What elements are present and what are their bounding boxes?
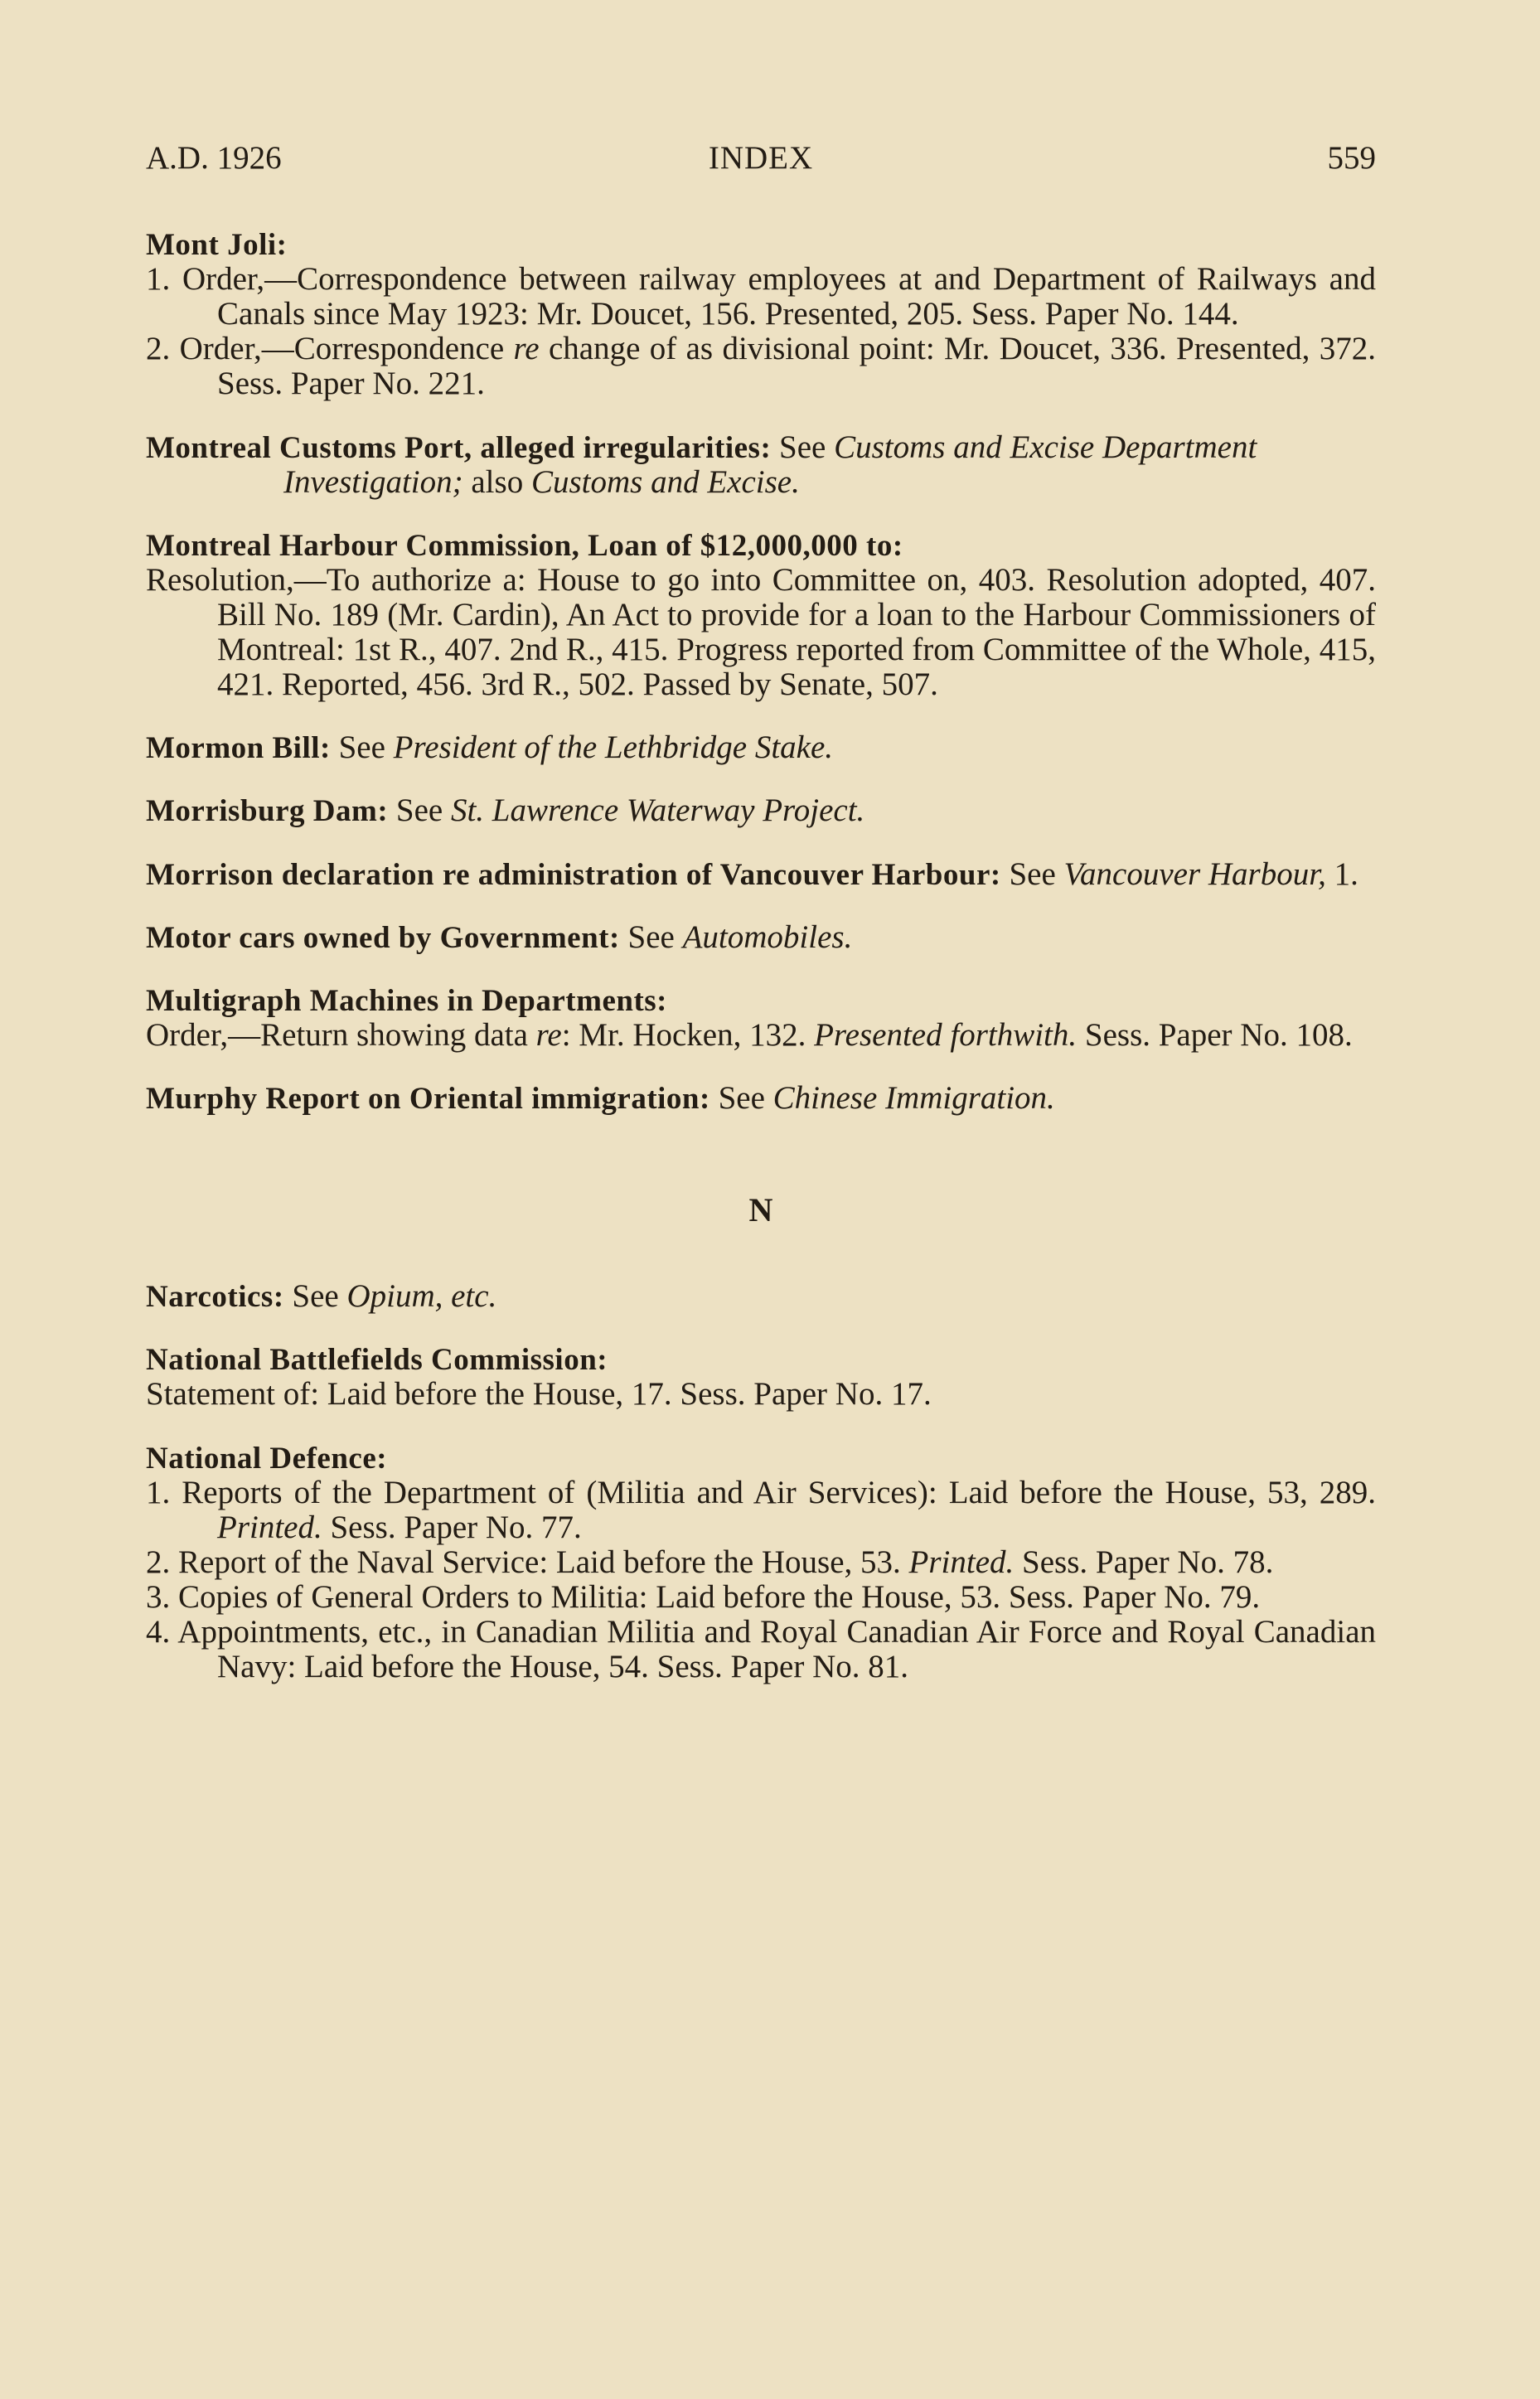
entry-narcotics: Narcotics: See Opium, etc. xyxy=(146,1278,497,1315)
entry-national-defence xyxy=(146,1441,1376,1685)
entry-heading: Morrison declaration re administration of Vancouver Harbour: xyxy=(146,857,1001,892)
cross-reference: Automobiles. xyxy=(682,918,853,955)
entry-mormon-bill: Mormon Bill: See President of the Lethbridge Stake. xyxy=(146,729,834,766)
entry-montreal-customs: Montreal Customs Port, alleged irregularities: See Customs and Excise Department Investigation; also Customs and Excise. xyxy=(146,429,1257,500)
section-letter: N xyxy=(748,1191,773,1229)
year-label: A.D. 1926 xyxy=(146,140,282,176)
cross-reference: Vancouver Harbour, xyxy=(1063,855,1326,892)
cross-reference: Customs and Excise Department Investigation; xyxy=(283,429,1257,500)
sub-item: 1. Order,—Correspondence between railway employees at and Department of Railways and Canals since May 1923: Mr. Doucet, 156. Presented, 205. Sess. Paper No. 144. xyxy=(146,261,1376,332)
sub-item: 1. Reports of the Department of (Militia and Air Services): Laid before the House, 53, 289. Printed. Sess. Paper No. 77. xyxy=(146,1474,1376,1545)
cross-reference: Chinese Immigration. xyxy=(772,1079,1055,1116)
entry-heading: Narcotics: xyxy=(146,1280,284,1315)
entry-heading: Mont Joli: xyxy=(146,228,288,262)
entry-heading: Murphy Report on Oriental immigration: xyxy=(146,1081,710,1116)
sub-item: Resolution,—To authorize a: House to go into Committee on, 403. Resolution adopted, 407. Bill No. 189 (Mr. Cardin), An Act to provide for a loan to the Harbour Commissioners of Montreal: 1st R., 407. 2nd R., 415. Progress reported from Committee of the Whole, 415, 421. Reported, 456. 3rd R., 502. Passed by Senate, 507. xyxy=(146,561,1376,703)
cross-reference: St. Lawrence Waterway Project. xyxy=(450,792,865,829)
entry-morrisburg-dam: Morrisburg Dam: See St. Lawrence Waterway Project. xyxy=(146,792,865,829)
entry-heading: Montreal Harbour Commission, Loan of $12,000,000 to: xyxy=(146,528,903,563)
entry-multigraph-machines xyxy=(146,983,1376,1053)
sub-item: 2. Report of the Naval Service: Laid before the House, 53. Printed. Sess. Paper No. 78. xyxy=(146,1544,1274,1580)
entry-heading: National Battlefields Commission: xyxy=(146,1343,608,1378)
entry-morrison-declaration: Morrison declaration re administration of Vancouver Harbour: See Vancouver Harbour, 1. xyxy=(146,855,1358,892)
entry-heading: Multigraph Machines in Departments: xyxy=(146,983,667,1018)
entry-montreal-harbour xyxy=(146,528,1376,703)
entry-heading: Motor cars owned by Government: xyxy=(146,920,620,955)
sub-item: 4. Appointments, etc., in Canadian Militia and Royal Canadian Air Force and Royal Canadian Navy: Laid before the House, 54. Sess. Paper No. 81. xyxy=(146,1614,1376,1685)
cross-reference: Opium, etc. xyxy=(346,1278,497,1315)
entry-mont-joli xyxy=(146,227,1376,402)
sub-item: Statement of: Laid before the House, 17. Sess. Paper No. 17. xyxy=(146,1376,932,1413)
cross-reference: President of the Lethbridge Stake. xyxy=(393,729,834,766)
entry-heading: Mormon Bill: xyxy=(146,731,331,766)
entry-heading: National Defence: xyxy=(146,1441,388,1476)
sub-item: 3. Copies of General Orders to Militia: Laid before the House, 53. Sess. Paper No. 79. xyxy=(146,1579,1261,1616)
sub-item: 2. Order,—Correspondence re change of as divisional point: Mr. Doucet, 336. Presented, 372. Sess. Paper No. 221. xyxy=(146,331,1376,402)
page-number: 559 xyxy=(1327,140,1376,176)
page-title: INDEX xyxy=(708,140,814,176)
entry-murphy-report: Murphy Report on Oriental immigration: See Chinese Immigration. xyxy=(146,1079,1055,1116)
cross-reference: Customs and Excise. xyxy=(530,463,800,500)
running-head xyxy=(146,141,1376,191)
entry-heading: Montreal Customs Port, alleged irregularities: xyxy=(146,430,772,465)
entry-motor-cars: Motor cars owned by Government: See Automobiles. xyxy=(146,918,853,955)
sub-item: Order,—Return showing data re: Mr. Hocken, 132. Presented forthwith. Sess. Paper No. 108. xyxy=(146,1016,1353,1053)
entry-heading: Morrisburg Dam: xyxy=(146,794,389,829)
entry-national-battlefields xyxy=(146,1342,1376,1412)
